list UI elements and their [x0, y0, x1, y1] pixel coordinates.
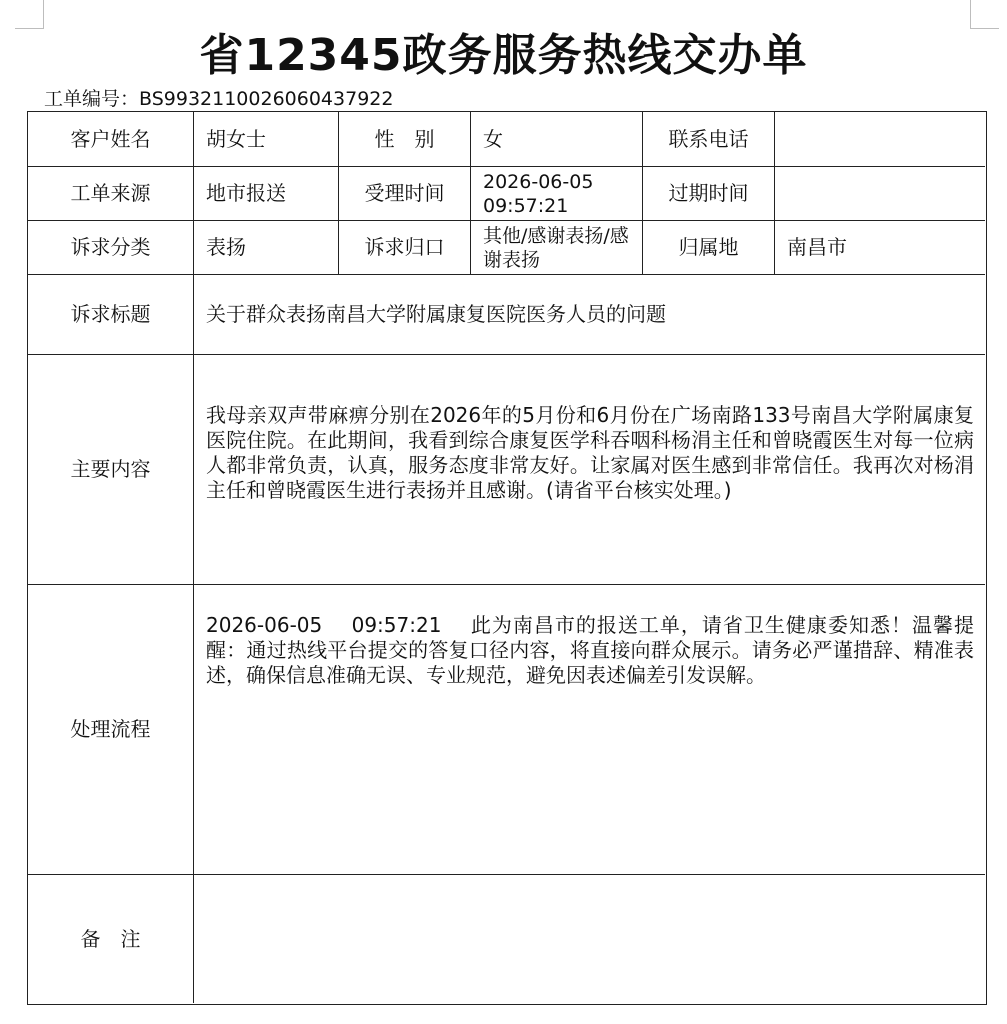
customer-name-value: 胡女士 [206, 126, 266, 151]
category-label: 诉求分类 [70, 235, 151, 259]
region-label: 归属地 [678, 235, 739, 259]
order-number-value: BS99321100260604379​22 [139, 88, 394, 110]
remark-label: 备 注 [80, 926, 141, 951]
region-value: 南昌市 [787, 235, 847, 259]
subject-value: 关于群众表扬南昌大学附属康复医院医务人员的问题 [206, 302, 666, 326]
expire-time-value [775, 167, 985, 220]
form-table [27, 111, 987, 1005]
category-value: 表扬 [206, 235, 246, 259]
attribution-value: 其他/感谢表扬/感谢表扬 [483, 224, 629, 271]
page-corner-mark-top-right [970, 0, 999, 29]
content-label: 主要内容 [70, 457, 151, 481]
phone-value [775, 112, 985, 166]
expire-time-label: 过期时间 [668, 181, 749, 205]
document-title: 省12345政务服务热线交办单 [199, 30, 808, 81]
source-value: 地市报送 [206, 181, 286, 205]
gender-value: 女 [483, 126, 503, 151]
accept-time-value: 2026-06-05 09:57:21 [483, 170, 594, 217]
process-label: 处理流程 [70, 717, 151, 741]
gender-label: 性 别 [374, 126, 435, 151]
remark-value [194, 875, 985, 1003]
attribution-label: 诉求归口 [364, 235, 445, 259]
accept-time-label: 受理时间 [364, 181, 445, 205]
page-corner-mark-top-left [15, 0, 44, 29]
order-number-label: 工单编号： [44, 88, 140, 110]
phone-label: 联系电话 [668, 126, 749, 151]
content-value: 我母亲双声带麻痹分别在2026年的5月份和6月份在广场南路133号南昌大学附属康复医院住院。在此期间，我看到综合康复医学科吞咽科杨涓主任和曾晓霞医生对每一位病人都非常负责，认真，服务态度非常友好。让家属对医生感到非常信任。我再次对杨涓主任和曾晓霞医生进行表扬并且感谢。(请省平台核实处理。) [206, 403, 974, 502]
customer-name-label: 客户姓名 [70, 126, 151, 151]
process-value: 2026-06-05 09:57:21 此为南昌市的报送工单，请省卫生健康委知悉！温馨提醒：通过热线平台提交的答复口径内容，将直接向群众展示。请务必严谨措辞、精准表述，确保信息准确无误、专业规范，避免因表述偏差引发误解。 [206, 613, 974, 687]
order-number [44, 87, 393, 111]
subject-label: 诉求标题 [70, 302, 151, 326]
source-label: 工单来源 [70, 181, 151, 205]
